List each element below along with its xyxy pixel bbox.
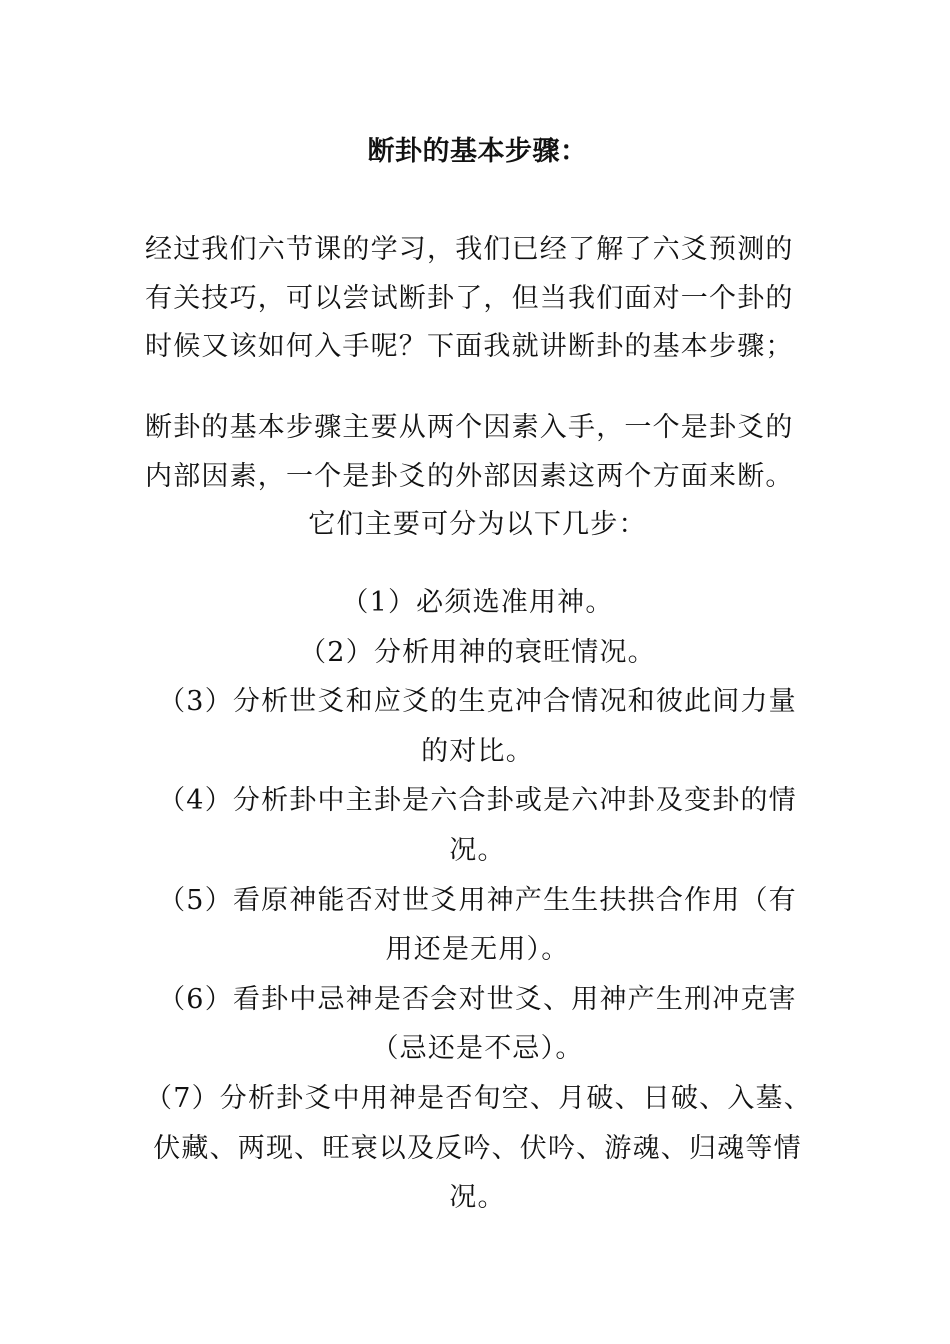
step-line: 伏藏、两现、旺衰以及反吟、伏吟、游魂、归魂等情 (153, 1132, 802, 1164)
document-title: 断卦的基本步骤： (367, 136, 588, 167)
step-line: （3）分析世爻和应爻的生克冲合情况和彼此间力量 (158, 686, 797, 718)
step-line: （7）分析卦爻中用神是否旬空、月破、日破、入墓、 (145, 1082, 812, 1114)
intro-line-3: 时候又该如何入手呢？下面我就讲断卦的基本步骤； (145, 331, 794, 362)
step-line: （5）看原神能否对世爻用神产生生扶拱合作用（有 (158, 884, 797, 916)
factors-line-3: 它们主要可分为以下几步： (308, 509, 647, 540)
intro-line-1: 经过我们六节课的学习，我们已经了解了六爻预测的 (145, 234, 794, 265)
step-line: 况。 (449, 1182, 506, 1214)
step-line: （4）分析卦中主卦是六合卦或是六冲卦及变卦的情 (158, 785, 797, 817)
step-line: （1）必须选准用神。 (341, 587, 614, 618)
factors-paragraph (145, 404, 810, 550)
step-item-7 (145, 1074, 810, 1223)
step-item-6 (145, 975, 810, 1074)
step-item-2 (145, 628, 810, 678)
step-item-4 (145, 776, 810, 875)
step-line: 况。 (449, 834, 506, 866)
step-line: 用还是无用）。 (385, 934, 570, 966)
step-line: （忌还是不忌）。 (371, 1033, 584, 1065)
factors-line-1: 断卦的基本步骤主要从两个因素入手，一个是卦爻的 (145, 412, 794, 443)
intro-paragraph (145, 226, 810, 372)
factors-line-2: 内部因素，一个是卦爻的外部因素这两个方面来断。 (145, 460, 794, 492)
step-line: （2）分析用神的衰旺情况。 (299, 636, 656, 668)
step-line: （6）看卦中忌神是否会对世爻、用神产生刑冲克害 (158, 983, 797, 1015)
intro-line-2: 有关技巧，可以尝试断卦了，但当我们面对一个卦的 (145, 282, 794, 314)
step-item-5 (145, 876, 810, 975)
steps-list (145, 578, 810, 1223)
step-item-1 (145, 578, 810, 628)
step-line: 的对比。 (421, 735, 534, 767)
step-item-3 (145, 677, 810, 776)
